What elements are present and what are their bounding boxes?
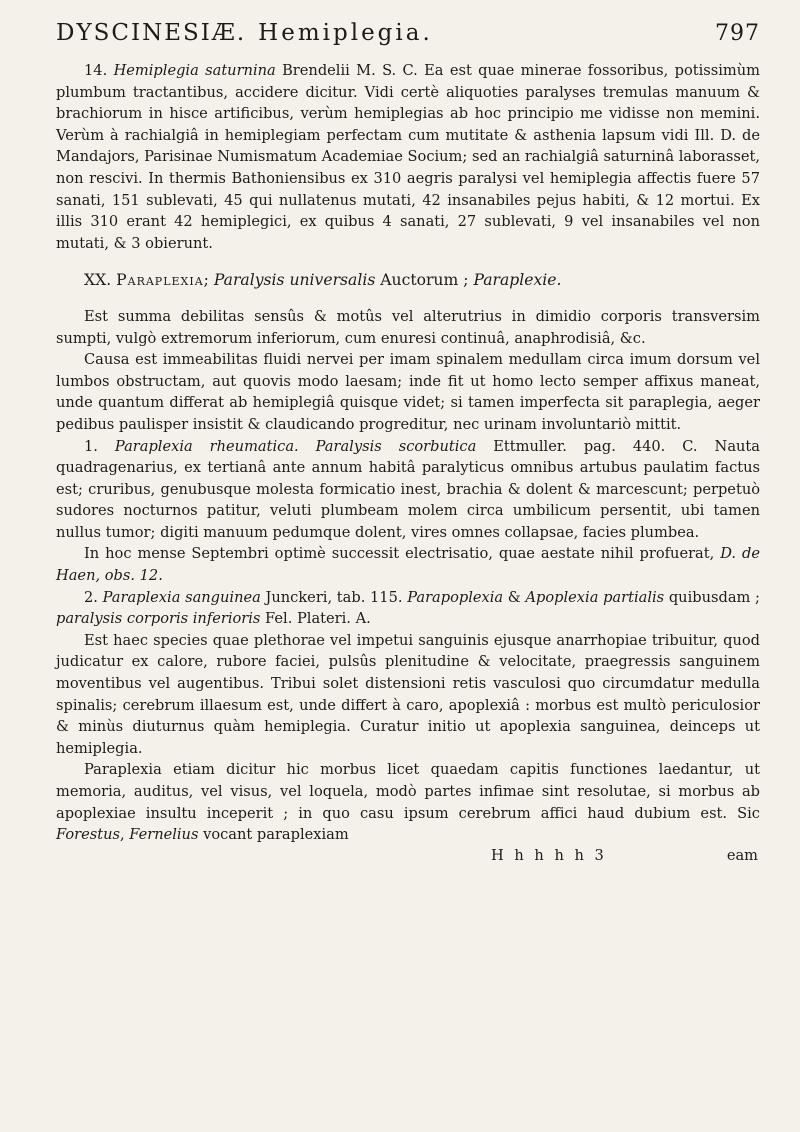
text-run: Paraplexia etiam dicitur hic morbus licet quaedam capitis functiones laedantur, ut memoria, auditus, vel visus, vel loquela, modò partes infimae sint resolutae, si morbus ab apoplexiae insultu inceperit ; in quo casu ipsum cerebrum affici haud dubium est. Sic	[56, 761, 760, 822]
section-14	[56, 60, 760, 254]
italic-run: Hemiplegia saturnina	[113, 62, 276, 79]
text-run: Junckeri, tab. 115.	[260, 588, 408, 606]
italic-run: Fernelius	[129, 826, 199, 844]
italic-run: Forestus	[56, 826, 120, 844]
paragraph-species-2-description	[56, 630, 760, 760]
italic-run: Parapoplexia	[407, 588, 504, 606]
italic-run: Paraplexia rheumatica. Paralysis scorbutica	[114, 437, 477, 455]
text-run: ,	[119, 826, 130, 844]
text-run: Est summa debilitas sensûs & motûs vel alterutrius in dimidio corporis transversim sumpti, vulgò extremorum inferiorum, cum enuresi continuâ, anaphrodisiâ, &c.	[56, 307, 760, 347]
text-run: Fel. Plateri. A.	[260, 610, 371, 628]
heading-synonym: Paralysis universalis	[213, 271, 376, 290]
paragraph-definition	[56, 306, 760, 349]
italic-run: Paraplexia sanguinea	[102, 588, 261, 606]
text-run: Est haec species quae plethorae vel impetui sanguinis ejusque anarrhopiae tribuitur, quod judicatur ex calore, rubore faciei, pulsûs plenitudine & velocitate, praegressis sanguinem moventibus vel augentibus. Tribui solet distensioni retis vasculosi quo circumdatur medulla spinalis; cerebrum illaesum est, unde differt à caro, apoplexiâ : morbus est multò periculosior & minùs diuturnus quàm hemiplegia. Curatur initio ut apoplexia sanguinea, deinceps ut hemiplegia.	[56, 631, 760, 757]
text-run: Causa est immeabilitas fluidi nervei per imam spinalem medullam circa imum dorsum vel lumbos obstructam, aut quovis modo laesam; inde fit ut homo lecto semper affixus maneat, unde quantum differat ab hemiplegiâ quisque videt; si tamen imperfecta sit paraplegia, aeger pedibus paulisper insistit & claudicando progreditur, nec urinam involuntariò mittit.	[56, 351, 760, 433]
heading-sep-1: ;	[203, 271, 214, 290]
heading-name: Paraplexia	[116, 271, 204, 290]
text-run: Ettmuller. pag. 440. C. Nauta quadragenarius, ex tertianâ ante annum habitâ paralyticus omnibus artubus paulatim factus est; cruribus, genubusque molesta formicatio inest, brachia & dolent & marcescunt; perpetuò sudores nocturnos patitur, veluti plumbeam molem circa umbilicum persentit, ubi tamen nullus tumor; digiti manuum pedumque dolent, vires omnes collapsae, facies plumbea.	[56, 437, 760, 541]
text-run: &	[503, 588, 526, 606]
text-run: In hoc mense Septembri optimè successit electrisatio, quae aestate nihil profuerat,	[84, 545, 721, 563]
section-heading-paraplexia	[56, 270, 760, 292]
text-run: Brendelii M. S. C. Ea est quae minerae fossoribus, potissimùm plumbum tractantibus, accidere dicitur. Vidi certè aliquoties paralyses tremulas manuum & brachiorum in hisce artificibus, verùm hemiplegias ab hoc principio me vidisse non memini. Verùm à rachialgiâ in hemiplegiam perfectam cum mutitate & asthenia lapsum vidi Ill. D. de Mandajors, Parisinae Numismatum Academiae Socium; sed an rachialgiâ saturninâ laborasset, non rescivi. In thermis Bathoniensibus ex 310 aegris paralysi vel hemiplegia affectis fuere 57 sanati, 151 sublevati, 45 qui nullatenus mutati, 42 insanabiles pejus habiti, & 12 mortui. Ex illis 310 erant 42 hemiplegici, ex quibus 4 sanati, 27 sublevati, 9 vel insanabiles vel non mutati, & 3 obierunt.	[56, 62, 760, 252]
catchword: eam	[726, 846, 758, 864]
paragraph-species-1-note	[56, 543, 760, 586]
text-run: vocant paraplexiam	[198, 826, 349, 844]
paragraph-species-2-extension	[56, 759, 760, 845]
paragraph-species-1	[56, 436, 760, 544]
italic-run: D. de Haen, obs. 12.	[56, 545, 760, 585]
body-text	[56, 60, 760, 846]
heading-sep-2: Auctorum ;	[375, 271, 474, 290]
text-run: 1.	[84, 437, 115, 455]
running-head	[56, 20, 760, 60]
heading-french: Paraplexie.	[473, 271, 562, 290]
page-number: 797	[715, 21, 760, 46]
signature-mark: H h h h h 3	[491, 846, 607, 864]
page-footer	[56, 846, 760, 866]
text-run: 14.	[84, 62, 114, 79]
paragraph-causa	[56, 349, 760, 435]
italic-run: paralysis corporis inferioris	[56, 610, 261, 628]
text-run: 2.	[84, 588, 103, 606]
running-subtitle: Hemiplegia.	[258, 20, 433, 46]
italic-run: Apoplexia partialis	[525, 588, 665, 606]
text-run: quibusdam ;	[664, 588, 760, 606]
heading-number: XX.	[84, 271, 112, 290]
paragraph-species-2	[56, 587, 760, 630]
running-title: DYSCINESIÆ.	[56, 20, 247, 46]
